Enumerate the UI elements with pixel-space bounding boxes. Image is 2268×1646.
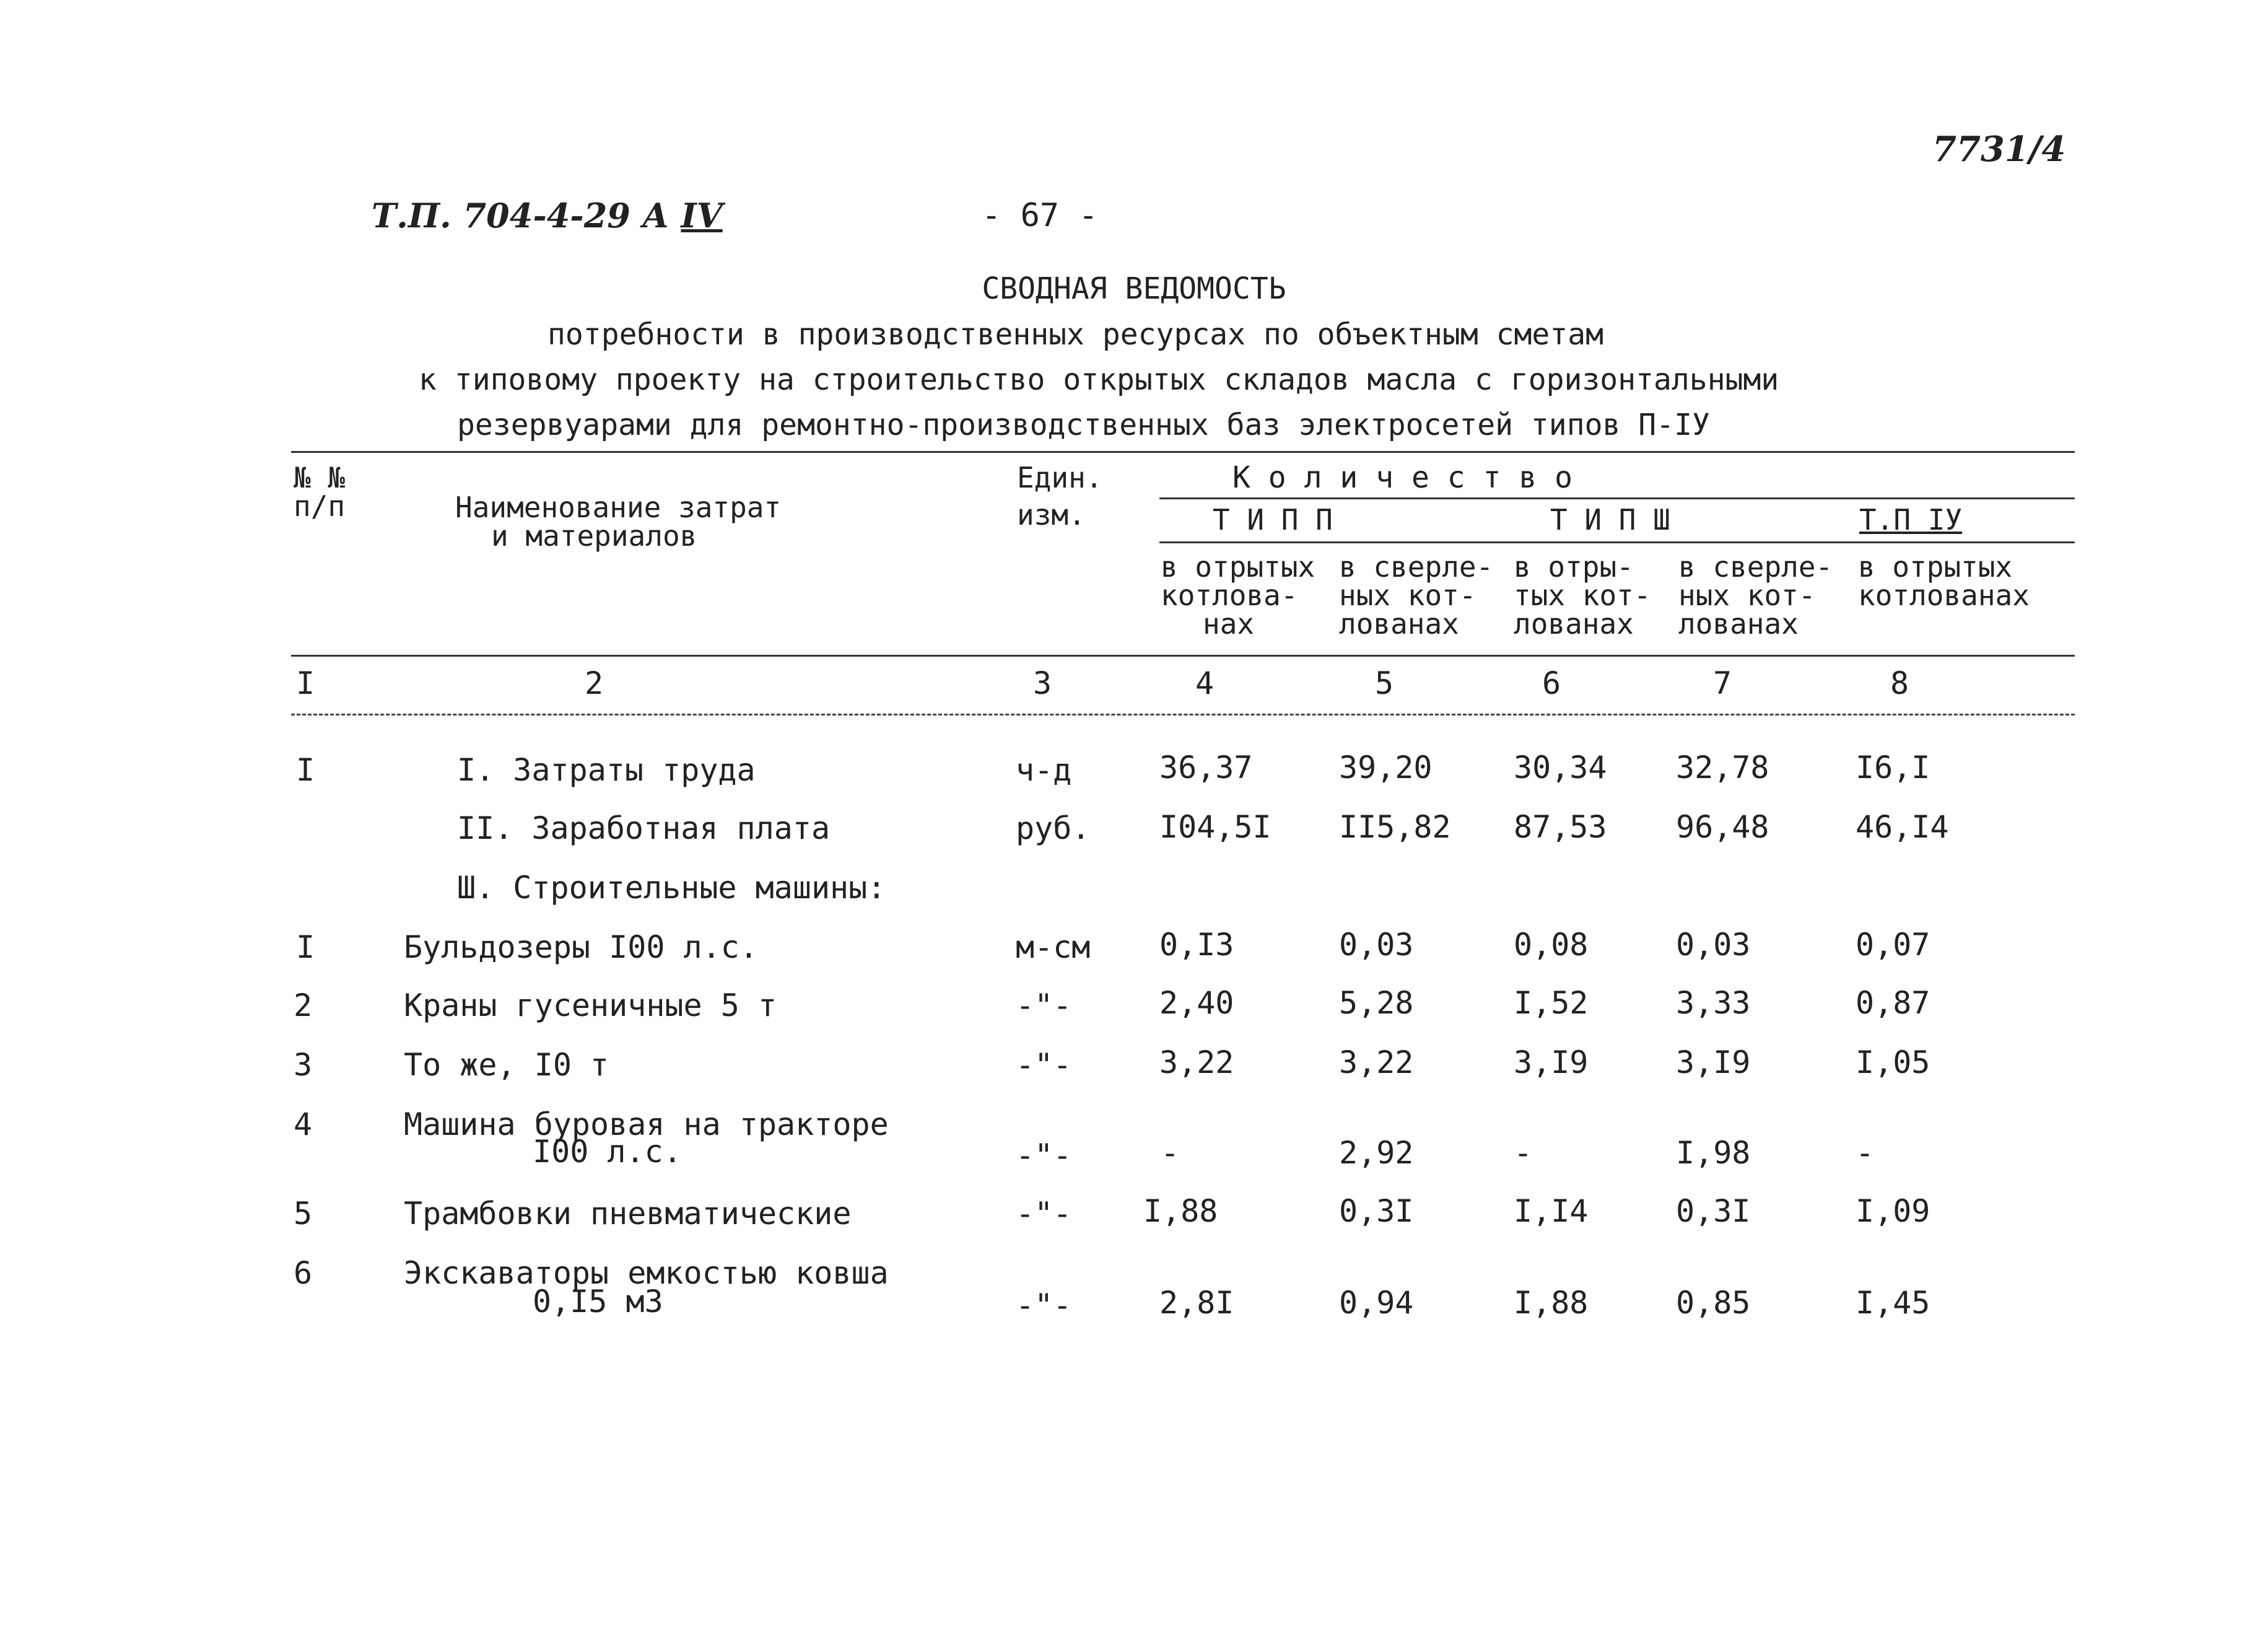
- row-0-v2: 39,20: [1339, 750, 1433, 786]
- row-3-name: Бульдозеры I00 л.с.: [404, 929, 758, 965]
- row-8-unit: -"-: [1016, 1287, 1072, 1323]
- row-0-v3: 30,34: [1514, 750, 1607, 786]
- row-8-name-cont: 0,I5 м3: [533, 1284, 663, 1320]
- row-7-v1: I,88: [1143, 1193, 1218, 1229]
- row-3-v1: 0,I3: [1159, 927, 1234, 963]
- row-8-v1: 2,8I: [1159, 1285, 1234, 1321]
- row-1-v3: 87,53: [1514, 809, 1607, 845]
- type2-header: Т И П П: [1213, 503, 1333, 536]
- row-7-unit: -"-: [1016, 1196, 1072, 1232]
- col-number-3: 3: [1033, 665, 1052, 701]
- row-1-v5: 46,I4: [1856, 809, 1949, 845]
- row-3-v2: 0,03: [1339, 927, 1414, 963]
- sub-header-6-l1: в отры-: [1514, 550, 1634, 584]
- row-3-unit: м-см: [1016, 929, 1091, 965]
- row-4-v1: 2,40: [1159, 985, 1234, 1021]
- num-header-l1: № №: [294, 461, 346, 494]
- row-4-unit: -"-: [1016, 987, 1072, 1023]
- name-header-l1: Наименование затрат: [455, 491, 782, 524]
- num-header: [294, 461, 346, 523]
- sub-header-4-l3: нах: [1203, 607, 1255, 641]
- sub-header-7-l3: лованах: [1678, 607, 1799, 641]
- sub-header-4-l2: котлова-: [1161, 579, 1298, 612]
- row-5-num: 3: [294, 1047, 313, 1083]
- row-8-name: Экскаваторы емкостью ковша: [404, 1255, 889, 1291]
- sub-header-6-l3: лованах: [1514, 607, 1634, 641]
- row-0-name: I. Затраты труда: [457, 752, 756, 788]
- doc-code: [372, 196, 723, 235]
- sub-header-4: [1161, 550, 1315, 641]
- quantity-rule: [1159, 497, 2075, 499]
- row-0-unit: ч-д: [1016, 752, 1072, 788]
- row-3-v4: 0,03: [1676, 927, 1751, 963]
- row-1-name: II. Заработная плата: [457, 810, 831, 846]
- row-0-v1: 36,37: [1159, 750, 1253, 786]
- doc-code-text: Т.П. 704-4-29 А: [372, 196, 669, 235]
- row-5-unit: -"-: [1016, 1047, 1072, 1083]
- row-4-num: 2: [294, 987, 313, 1023]
- row-0-num: I: [296, 752, 315, 788]
- col-number-6: 6: [1542, 665, 1561, 701]
- row-7-name: Трамбовки пневматические: [404, 1196, 852, 1232]
- row-6-v3: -: [1514, 1135, 1533, 1171]
- sub-header-5: [1339, 550, 1494, 641]
- row-6-v5: -: [1856, 1135, 1875, 1171]
- col-number-4: 4: [1195, 665, 1215, 701]
- row-8-v2: 0,94: [1339, 1285, 1414, 1321]
- row-6-v2: 2,92: [1339, 1135, 1414, 1171]
- col-numbers-rule: [291, 714, 2075, 716]
- row-6-num: 4: [294, 1106, 313, 1142]
- type4-header: Т.П IУ: [1859, 503, 1963, 536]
- row-7-v2: 0,3I: [1339, 1193, 1414, 1229]
- row-4-v4: 3,33: [1676, 985, 1751, 1021]
- sub-header-6-l2: тых кот-: [1514, 579, 1651, 612]
- sub-header-6: [1514, 550, 1651, 641]
- row-5-v5: I,05: [1856, 1044, 1930, 1080]
- sub-header-5-l3: лованах: [1339, 607, 1459, 641]
- row-7-v4: 0,3I: [1676, 1193, 1751, 1229]
- row-1-v4: 96,48: [1676, 809, 1769, 845]
- title-line-1: СВОДНАЯ ВЕДОМОСТЬ: [982, 271, 1286, 306]
- row-2-name: Ш. Строительные машины:: [457, 870, 886, 906]
- row-3-num: I: [296, 929, 315, 965]
- row-1-unit: руб.: [1016, 810, 1091, 846]
- sheet-code: 7731/4: [1932, 129, 2066, 170]
- row-6-v4: I,98: [1676, 1135, 1751, 1171]
- table-top-rule: [291, 451, 2075, 453]
- col-number-7: 7: [1713, 665, 1732, 701]
- row-5-v1: 3,22: [1159, 1044, 1234, 1080]
- title-line-4: резервуарами для ремонтно-производственных баз электросетей типов П-IУ: [457, 408, 1710, 442]
- unit-header-l1: Един.: [1017, 461, 1103, 494]
- row-3-v3: 0,08: [1514, 927, 1589, 963]
- unit-header-l2: изм.: [1017, 498, 1086, 532]
- sub-header-5-l2: ных кот-: [1339, 579, 1476, 612]
- row-4-name: Краны гусеничные 5 т: [404, 987, 777, 1023]
- row-8-v3: I,88: [1514, 1285, 1589, 1321]
- row-7-num: 5: [294, 1196, 313, 1232]
- sub-header-7: [1678, 550, 1833, 641]
- col-number-2: 2: [585, 665, 604, 701]
- col-number-1: I: [296, 665, 315, 701]
- row-5-name: То же, I0 т: [404, 1047, 609, 1083]
- num-header-l2: п/п: [294, 489, 346, 523]
- doc-code-album: IV: [681, 196, 723, 235]
- sub-header-5-l1: в сверле-: [1339, 550, 1494, 584]
- row-7-v3: I,I4: [1514, 1193, 1589, 1229]
- row-4-v3: I,52: [1514, 985, 1589, 1021]
- sub-header-8-l2: котлованах: [1858, 579, 2030, 612]
- sub-header-8-l1: в отрытых: [1858, 550, 2013, 584]
- name-header-l2: и материалов: [491, 519, 697, 553]
- page-number: - 67 -: [982, 197, 1098, 234]
- row-6-name-cont: I00 л.с.: [533, 1134, 682, 1170]
- row-4-v5: 0,87: [1856, 985, 1930, 1021]
- col-number-5: 5: [1375, 665, 1394, 701]
- sub-header-4-l1: в отрытых: [1161, 550, 1315, 584]
- row-8-v5: I,45: [1856, 1285, 1930, 1321]
- row-4-v2: 5,28: [1339, 985, 1414, 1021]
- row-5-v2: 3,22: [1339, 1044, 1414, 1080]
- row-6-v1: -: [1161, 1135, 1180, 1171]
- type3-header: Т И П Ш: [1550, 503, 1670, 536]
- row-7-v5: I,09: [1856, 1193, 1930, 1229]
- sub-header-8: [1858, 550, 2030, 612]
- row-0-v4: 32,78: [1676, 750, 1769, 786]
- title-line-3: к типовому проекту на строительство открытых складов масла с горизонтальными: [419, 362, 1779, 397]
- row-6-unit: -"-: [1016, 1137, 1072, 1173]
- title-line-2: потребности в производственных ресурсах по объектным сметам: [547, 317, 1604, 352]
- header-bottom-rule: [291, 655, 2075, 657]
- row-1-v2: II5,82: [1339, 809, 1451, 845]
- row-5-v3: 3,I9: [1514, 1044, 1589, 1080]
- row-8-v4: 0,85: [1676, 1285, 1751, 1321]
- name-header: [455, 491, 782, 553]
- sub-header-7-l1: в сверле-: [1678, 550, 1833, 584]
- row-3-v5: 0,07: [1856, 927, 1930, 963]
- unit-header: [1017, 461, 1103, 532]
- row-6-name: Машина буровая на тракторе: [404, 1106, 889, 1142]
- row-0-v5: I6,I: [1856, 750, 1930, 786]
- sub-header-7-l2: ных кот-: [1678, 579, 1816, 612]
- row-8-num: 6: [294, 1255, 313, 1291]
- type-rule: [1159, 541, 2075, 543]
- col-number-8: 8: [1890, 665, 1909, 701]
- quantity-header: К о л и ч е с т в о: [1232, 460, 1573, 495]
- row-1-v1: I04,5I: [1159, 809, 1271, 845]
- row-5-v4: 3,I9: [1676, 1044, 1751, 1080]
